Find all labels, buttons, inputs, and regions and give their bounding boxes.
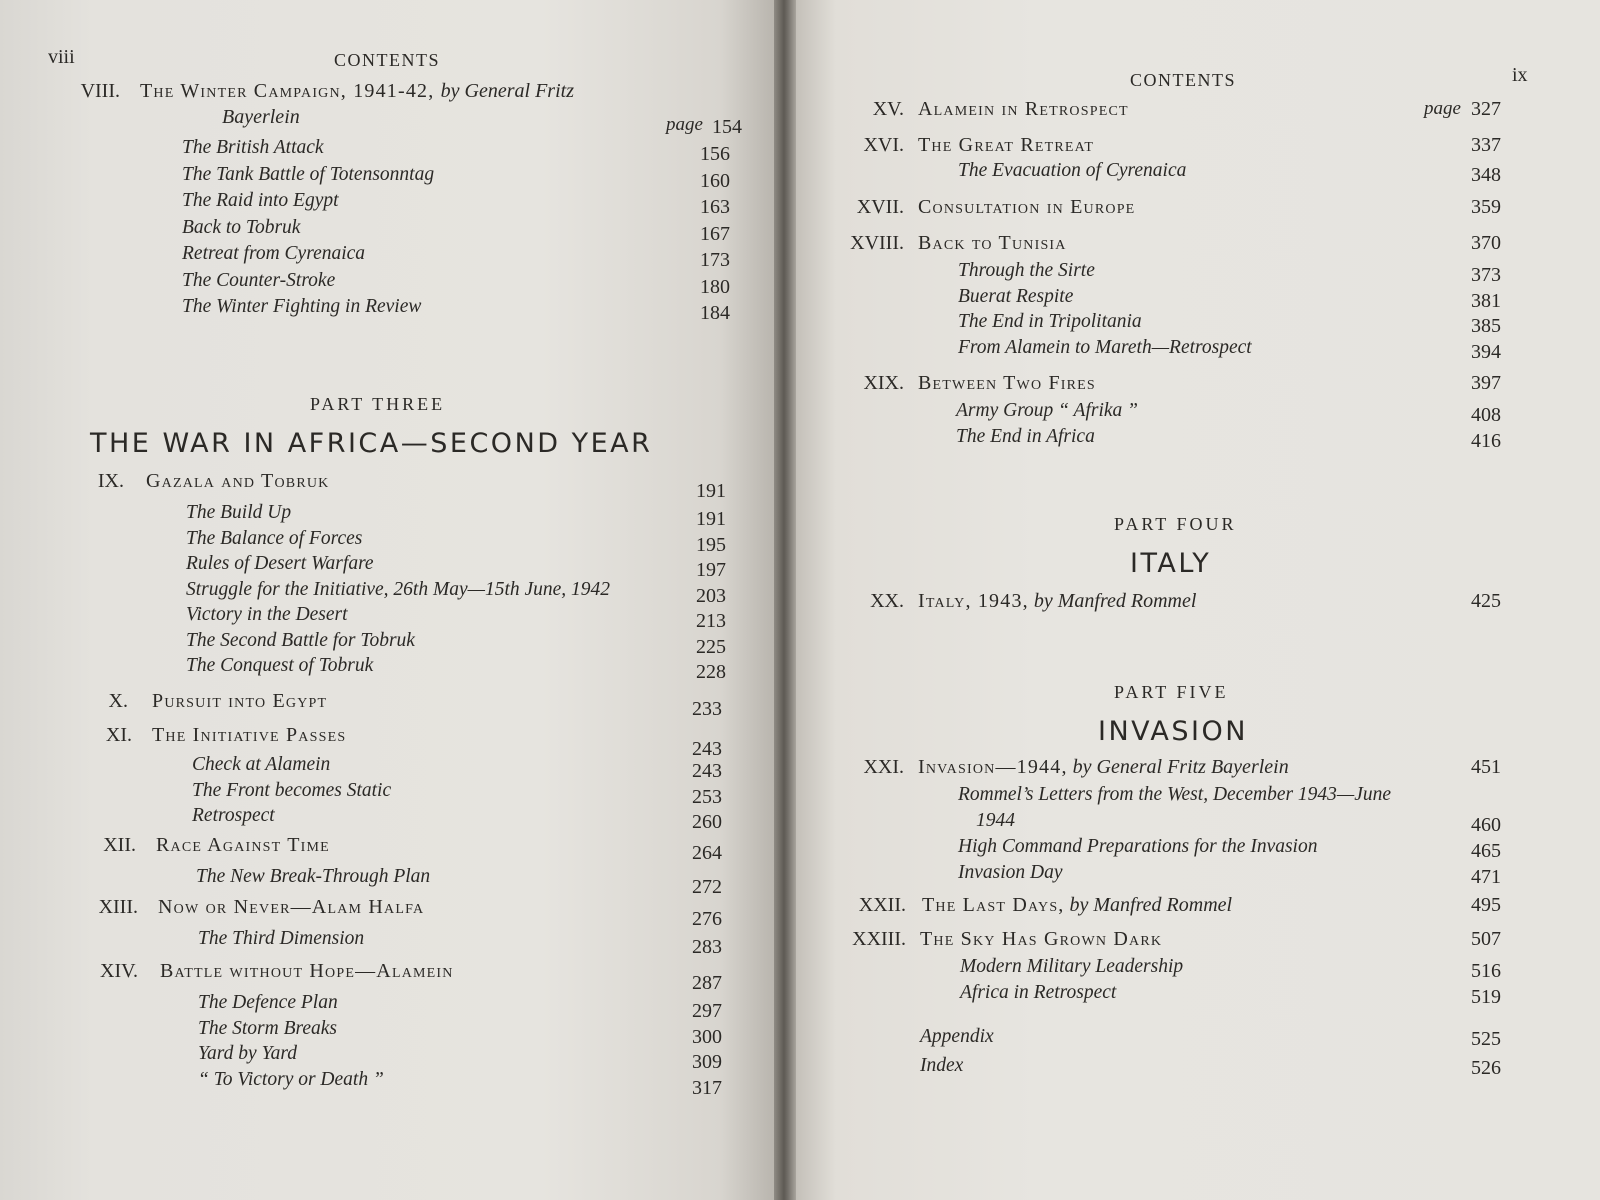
page-number: 317 — [692, 1076, 722, 1099]
page-number: 243 — [692, 760, 722, 782]
subsection-title: Retreat from Cyrenaica — [182, 243, 366, 264]
page-number: 184 — [700, 302, 730, 324]
subsection-title: The Build Up — [186, 502, 292, 523]
subsection-title: Army Group “ Afrika ” — [956, 400, 1139, 421]
chapter-entry — [796, 98, 1600, 126]
subsection-title: Rommel’s Letters from the West, December 1943—June — [958, 784, 1392, 805]
chapter-entry — [0, 960, 774, 994]
part-title: ITALY — [1130, 548, 1212, 579]
page-number: 465 — [1471, 840, 1501, 862]
subsection-title: The Third Dimension — [198, 928, 365, 949]
book-gutter — [774, 0, 796, 1200]
chapter-title: Between Two Fires — [918, 372, 1096, 394]
page-label: page — [666, 114, 703, 135]
chapter-number: XIV. — [100, 960, 138, 982]
page-number: 370 — [1471, 232, 1501, 254]
subsection-title: The Tank Battle of Totensonntag — [182, 163, 435, 185]
page-number: 163 — [700, 196, 730, 218]
subsection-title: The British Attack — [182, 137, 324, 158]
page-number: 471 — [1471, 866, 1501, 888]
page-number: 180 — [700, 275, 730, 298]
subsection-title: From Alamein to Mareth—Retrospect — [958, 336, 1252, 358]
page-number: 327 — [1471, 98, 1501, 120]
subsection-title: The Storm Breaks — [198, 1017, 338, 1039]
subsection-title: The Second Battle for Tobruk — [186, 629, 415, 651]
chapter-entry — [0, 470, 774, 502]
subsection-title-continued: 1944 — [976, 810, 1015, 831]
subsection-title: The New Break-Through Plan — [196, 866, 431, 887]
page-number: 408 — [1471, 404, 1501, 426]
chapter-entry — [796, 894, 1600, 922]
part-label: PART FIVE — [1114, 682, 1229, 702]
chapter-title: Battle without Hope—Alamein — [160, 960, 454, 982]
page-number: 394 — [1471, 340, 1501, 363]
page-number: 385 — [1471, 315, 1501, 337]
chapter-number: XIX. — [863, 372, 904, 394]
subsection-title: The Counter-Stroke — [182, 269, 336, 291]
page-number: 526 — [1471, 1057, 1501, 1079]
right-page — [796, 0, 1600, 1200]
chapter-title-continued: Bayerlein — [222, 106, 300, 128]
page-number: 203 — [696, 584, 726, 607]
chapter-title: Invasion—1944, by General Fritz Bayerlein — [918, 756, 1289, 778]
subsection-title: “ To Victory or Death ” — [198, 1068, 384, 1090]
subsection-title: Africa in Retrospect — [960, 982, 1117, 1003]
subsection-title: The Defence Plan — [198, 992, 338, 1013]
left-page — [0, 0, 774, 1200]
chapter-entry — [796, 196, 1600, 224]
page-number: 197 — [696, 559, 726, 581]
chapter-number: XVII. — [856, 196, 904, 218]
chapter-entry — [796, 232, 1600, 260]
page-number: 416 — [1471, 430, 1501, 452]
page-number: 167 — [700, 222, 730, 245]
chapter-title: The Great Retreat — [918, 134, 1095, 156]
page-number: 451 — [1471, 756, 1501, 778]
subsection-title: Struggle for the Initiative, 26th May—15th June, 1942 — [186, 578, 611, 600]
part-title: INVASION — [1098, 716, 1248, 747]
chapter-number: IX. — [97, 470, 124, 492]
page-number: 300 — [692, 1025, 722, 1048]
subsection-title: High Command Preparations for the Invasion — [958, 836, 1318, 857]
page-number: 272 — [692, 876, 722, 898]
subsection-title: The Front becomes Static — [192, 779, 392, 801]
chapter-title: Consultation in Europe — [918, 196, 1136, 218]
chapter-title: The Sky Has Grown Dark — [920, 928, 1163, 950]
chapter-number: XXI. — [863, 756, 904, 778]
chapter-number: XXII. — [858, 894, 906, 916]
chapter-title: Italy, 1943, by Manfred Rommel — [918, 590, 1197, 612]
subsection-title: Invasion Day — [958, 862, 1063, 883]
page-number: 228 — [696, 661, 726, 683]
subsection-title: The End in Africa — [956, 426, 1095, 447]
subsection-title: Check at Alamein — [192, 754, 331, 775]
subsection-title: Buerat Respite — [958, 285, 1074, 307]
page-number: 495 — [1471, 894, 1501, 916]
chapter-title: Alamein in Retrospect — [918, 98, 1129, 120]
subsection-title: Yard by Yard — [198, 1043, 297, 1064]
subsection-title: The End in Tripolitania — [958, 311, 1142, 332]
chapter-entry — [796, 928, 1600, 956]
page-number: 359 — [1471, 196, 1501, 218]
chapter-title: Back to Tunisia — [918, 232, 1067, 254]
chapter-title: Now or Never—Alam Halfa — [158, 896, 425, 918]
page-number: 276 — [692, 908, 722, 930]
chapter-entry — [0, 724, 774, 760]
chapter-title: Gazala and Tobruk — [146, 470, 330, 492]
page-number: 397 — [1471, 372, 1501, 394]
chapter-entry — [0, 80, 760, 140]
page-number: 191 — [696, 480, 726, 502]
chapter-number: XVI. — [863, 134, 904, 156]
subsection-title: The Conquest of Tobruk — [186, 655, 374, 676]
chapter-title: The Winter Campaign, 1941-42, by General Fritz — [140, 80, 574, 102]
part-label: PART FOUR — [1114, 514, 1237, 534]
chapter-title: The Last Days, by Manfred Rommel — [922, 894, 1233, 916]
chapter-title: Pursuit into Egypt — [152, 690, 328, 712]
chapter-number: XI. — [105, 724, 132, 746]
page-number: 519 — [1471, 986, 1501, 1008]
page-number: 283 — [692, 936, 722, 958]
page-number: 507 — [1471, 928, 1501, 950]
page-number: 287 — [692, 972, 722, 994]
page-number: 525 — [1471, 1028, 1501, 1050]
chapter-number: XIII. — [98, 896, 138, 918]
chapter-number: XII. — [103, 834, 136, 856]
chapter-number: X. — [108, 690, 128, 712]
chapter-entry — [796, 372, 1600, 400]
page-number: 260 — [692, 811, 722, 833]
subsection-title: Rules of Desert Warfare — [186, 553, 374, 574]
page-number: 348 — [1471, 164, 1501, 186]
subsection-title: The Balance of Forces — [186, 527, 363, 549]
page-folio: viii — [48, 46, 75, 68]
page-folio: ix — [1512, 64, 1528, 86]
subsection-title: Back to Tobruk — [182, 216, 301, 238]
chapter-number: XV. — [872, 98, 904, 120]
backmatter-title: Appendix — [920, 1026, 994, 1047]
running-head: CONTENTS — [334, 50, 440, 70]
chapter-number: XXIII. — [852, 928, 906, 950]
backmatter-title: Index — [920, 1055, 964, 1076]
page-label: page — [1424, 98, 1461, 119]
page-number: 154 — [712, 116, 742, 138]
chapter-entry — [0, 690, 774, 718]
subsection-title: The Raid into Egypt — [182, 190, 339, 211]
subsection-title: Through the Sirte — [958, 260, 1095, 281]
page-number: 425 — [1471, 590, 1501, 612]
page-number: 173 — [700, 249, 730, 271]
chapter-number: VIII. — [80, 80, 120, 102]
page-number: 516 — [1471, 960, 1501, 982]
page-number: 253 — [692, 785, 722, 808]
chapter-number: XVIII. — [850, 232, 904, 254]
subsection-title: Retrospect — [192, 805, 275, 826]
subsection-title: The Evacuation of Cyrenaica — [958, 160, 1187, 181]
page-number: 373 — [1471, 264, 1501, 286]
page-number: 337 — [1471, 134, 1501, 156]
part-title: THE WAR IN AFRICA—SECOND YEAR — [90, 428, 653, 459]
part-label: PART THREE — [310, 394, 446, 414]
page-number: 156 — [700, 143, 730, 165]
page-number: 225 — [696, 635, 726, 658]
page-number: 243 — [692, 738, 722, 760]
page-number: 233 — [692, 698, 722, 720]
subsection-title: Victory in the Desert — [186, 604, 348, 625]
page-number: 213 — [696, 610, 726, 632]
subsection-title: Modern Military Leadership — [960, 956, 1184, 977]
chapter-entry — [796, 134, 1600, 162]
page-number: 160 — [700, 169, 730, 192]
running-head: CONTENTS — [1130, 70, 1236, 90]
page-number: 297 — [692, 1000, 722, 1022]
page-number: 264 — [692, 842, 722, 864]
chapter-entry — [796, 756, 1600, 784]
page-number: 460 — [1471, 814, 1501, 836]
page-number: 195 — [696, 533, 726, 556]
chapter-entry — [0, 896, 774, 930]
subsection-title: The Winter Fighting in Review — [182, 296, 422, 317]
page-number: 381 — [1471, 289, 1501, 312]
page-number: 309 — [692, 1051, 722, 1073]
chapter-entry — [796, 590, 1600, 618]
chapter-title: Race Against Time — [156, 834, 330, 856]
chapter-title: The Initiative Passes — [152, 724, 347, 746]
page-number: 191 — [696, 508, 726, 530]
chapter-entry — [0, 834, 774, 862]
chapter-number: XX. — [870, 590, 904, 612]
